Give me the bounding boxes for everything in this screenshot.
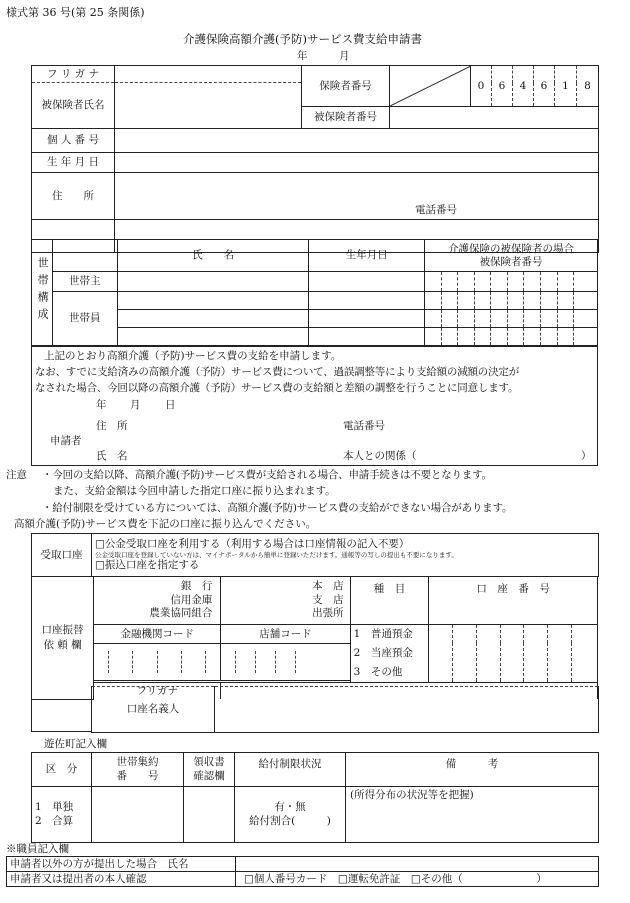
insurer-digit: 6 <box>492 66 513 107</box>
public-account-note: 公金受取口座を登録していない方は、マイナポータルから簡単に登録いただけます。通帳等の写しの提出も不要になります。 <box>95 550 458 559</box>
town-col-household <box>92 753 184 787</box>
declaration-date-day: 日 <box>165 399 176 411</box>
staff-row1-label: 申請者以外の方が提出した場合 氏名 <box>7 857 236 872</box>
household-member-birth-input[interactable] <box>309 292 425 310</box>
household-member-name-input[interactable] <box>117 292 308 310</box>
applicant-label: 申請者 <box>50 435 82 447</box>
applicant-relation-close: ） <box>581 450 592 462</box>
town-type-combined[interactable]: 2 合算 <box>35 814 74 827</box>
account-holder-input[interactable] <box>215 687 599 733</box>
holder-furigana-label: フリガナ <box>94 682 221 699</box>
household-member-name-input[interactable] <box>117 310 308 328</box>
declaration-line1: 上記のとおり高額介護（予防)サービス費の支給を申請します。 <box>44 350 342 362</box>
insurer-digit: 6 <box>534 66 555 107</box>
town-limit-cell <box>235 787 346 843</box>
applicant-phone-label: 電話番号 <box>343 420 385 432</box>
header-year-label: 年 <box>297 50 308 62</box>
declaration-date-year: 年 <box>96 399 107 411</box>
branch-office: 出張所 <box>312 607 344 620</box>
address-label: 住 所 <box>32 173 115 220</box>
branch-type-cell <box>221 577 350 625</box>
insurer-no-slash-cell <box>390 66 471 107</box>
household-col-insured-line1: 介護保険の被保険者の場合 <box>448 243 575 256</box>
staff-entry-table <box>6 856 599 887</box>
institution-code-label: 金融機関コード <box>94 625 221 644</box>
birth-label: 生 年 月 日 <box>32 153 115 173</box>
household-member-birth-input[interactable] <box>309 328 425 346</box>
town-remarks-cell[interactable] <box>346 787 599 843</box>
personal-no-label: 個 人 番 号 <box>32 129 115 153</box>
bank-block-left-edge <box>31 686 92 732</box>
branch-code-label: 店舗コード <box>221 625 350 644</box>
declaration-date-month: 月 <box>130 399 141 411</box>
insurer-digit: 8 <box>577 66 599 107</box>
staff-row2-label: 申請者又は提出者の本人確認 <box>7 872 236 887</box>
transfer-account-checkbox[interactable]: □振込口座を指定する <box>95 559 200 572</box>
town-col-receipt <box>184 753 235 787</box>
applicant-info-table <box>31 65 599 256</box>
insured-name-label: 被保険者氏名 <box>32 83 115 129</box>
town-household-no-input[interactable] <box>92 787 184 843</box>
transfer-request-label-line1: 口座振替 <box>41 624 84 637</box>
account-no-label: 口 座 番 号 <box>429 577 598 625</box>
furigana-label: フ リ ガ ナ <box>32 66 115 83</box>
header-month-label: 月 <box>339 50 350 62</box>
notes-prefix: 注意 <box>6 469 27 481</box>
transfer-request-label-line2: 依 頼 欄 <box>43 638 82 651</box>
declaration-line2: なお、すでに支給済みの高額介護（予防）サービス費について、過誤調整等により支給額の減額の決定が <box>35 366 519 378</box>
household-head-birth-input[interactable] <box>309 272 425 292</box>
town-limit-yesno[interactable]: 有・無 <box>274 800 306 813</box>
branch-main: 本 店 <box>312 580 344 593</box>
household-member-insured-no[interactable] <box>425 292 442 310</box>
household-col-insured-line2: 被保険者番号 <box>479 255 543 268</box>
household-member-name-input[interactable] <box>117 328 308 346</box>
account-type-label: 種 目 <box>350 577 429 625</box>
insured-name-input[interactable] <box>115 83 302 129</box>
town-col-limit: 給付制限状況 <box>235 753 346 787</box>
town-col-household-line2: 番 号 <box>116 769 159 782</box>
receipt-account-table <box>31 533 599 577</box>
insured-no-input[interactable] <box>390 107 599 129</box>
staff-id-options[interactable]: □個人番号カード □運転免許証 □その他（ ） <box>236 872 599 887</box>
declaration-box <box>31 346 598 466</box>
bank-transfer-table <box>31 576 598 700</box>
account-type-ordinary[interactable]: 1 普通預金 <box>353 628 413 640</box>
town-remarks-note: (所得分布の状況等を把握) <box>350 789 474 801</box>
institution-type-cell <box>94 577 221 625</box>
institution-credit: 信用金庫 <box>170 593 213 606</box>
institution-code-input[interactable] <box>94 643 221 681</box>
insurer-digit: 0 <box>471 66 492 107</box>
household-side-label: 世帯構成 <box>36 256 50 325</box>
form-number: 様式第 36 号(第 25 条関係) <box>6 6 145 19</box>
furigana-input[interactable] <box>115 66 302 83</box>
note-2: ・給付制限を受けている方については、高額介護(予防)サービス費の支給ができない場合があります。 <box>42 502 513 514</box>
household-head-name-input[interactable] <box>117 272 308 292</box>
household-head-label: 世帯主 <box>52 272 117 292</box>
insurer-digit: 4 <box>513 66 534 107</box>
branch-sub: 支 店 <box>312 593 344 606</box>
account-type-current[interactable]: 2 当座預金 <box>353 646 413 659</box>
household-col-birth: 生年月日 <box>309 240 425 272</box>
town-col-type: 区 分 <box>32 753 92 787</box>
applicant-relation-label: 本人との関係（ <box>343 450 417 462</box>
transfer-instruction: 高額介護(予防)サービス費を下記の口座に振り込んでください。 <box>14 518 317 530</box>
public-account-checkbox[interactable]: □公金受取口座を利用する（利用する場合は口座情報の記入不要） <box>95 537 410 550</box>
town-col-household-line1: 世帯集約 <box>116 756 159 769</box>
institution-bank: 銀 行 <box>180 580 213 593</box>
town-receipt-check-input[interactable] <box>184 787 235 843</box>
insurer-no-label: 保険者番号 <box>302 66 390 107</box>
receipt-account-label: 受取口座 <box>32 534 92 577</box>
household-side-label-cell <box>32 240 53 346</box>
insurer-digit: 1 <box>555 66 577 107</box>
account-type-other[interactable]: 3 その他 <box>353 665 403 678</box>
birth-input[interactable] <box>115 153 599 173</box>
household-head-insured-no[interactable] <box>425 272 442 292</box>
receipt-account-options <box>92 534 599 577</box>
town-col-receipt-line1: 領収書 <box>193 756 225 769</box>
branch-code-input[interactable] <box>221 643 350 681</box>
household-table <box>31 239 598 346</box>
household-col-name: 氏 名 <box>117 240 308 272</box>
town-limit-ratio[interactable]: 給付割合( ) <box>249 814 331 827</box>
account-holder-table <box>91 686 599 733</box>
household-member-insured-no[interactable] <box>425 328 442 346</box>
phone-label: 電話番号 <box>415 203 457 216</box>
account-holder-label: 口座名義人 <box>92 687 215 733</box>
household-member-label: 世帯員 <box>52 292 117 346</box>
address-input[interactable] <box>115 173 599 220</box>
diagonal-slash-icon <box>390 66 471 106</box>
account-type-options <box>350 625 429 683</box>
applicant-address-label: 住 所 <box>96 420 128 432</box>
town-col-remarks: 備 考 <box>346 753 599 787</box>
town-section-label: 遊佐町記入欄 <box>44 738 107 750</box>
personal-no-input[interactable] <box>115 129 599 153</box>
declaration-line3: なされた場合、今回以降の高額介護（予防）サービス費の支給額と差額の調整を行うことに同意します。 <box>35 382 519 394</box>
town-type-single[interactable]: 1 単独 <box>35 800 74 813</box>
staff-row1-input[interactable] <box>236 857 599 872</box>
town-col-receipt-line2: 確認欄 <box>193 769 225 782</box>
household-member-insured-no[interactable] <box>425 310 442 328</box>
note-1b: また、支給金額は今回申請した指定口座に振り込まれます。 <box>53 485 336 497</box>
transfer-request-label <box>32 577 94 700</box>
note-1: ・今回の支給以降、高額介護(予防)サービス費が支給される場合、申請手続きは不要となります。 <box>42 469 492 481</box>
town-entry-table <box>31 752 599 843</box>
insured-no-label: 被保険者番号 <box>302 107 390 129</box>
town-type-options <box>32 787 92 843</box>
household-col-insured <box>425 240 598 272</box>
form-title: 介護保険高額介護(予防)サービス費支給申請書 <box>183 32 422 46</box>
account-no-input[interactable] <box>429 625 453 683</box>
household-corner-cell <box>52 240 117 272</box>
staff-section-label: ※職員記入欄 <box>6 843 69 855</box>
household-member-birth-input[interactable] <box>309 310 425 328</box>
institution-coop: 農業協同組合 <box>149 607 213 620</box>
applicant-name-label: 氏 名 <box>96 450 128 462</box>
